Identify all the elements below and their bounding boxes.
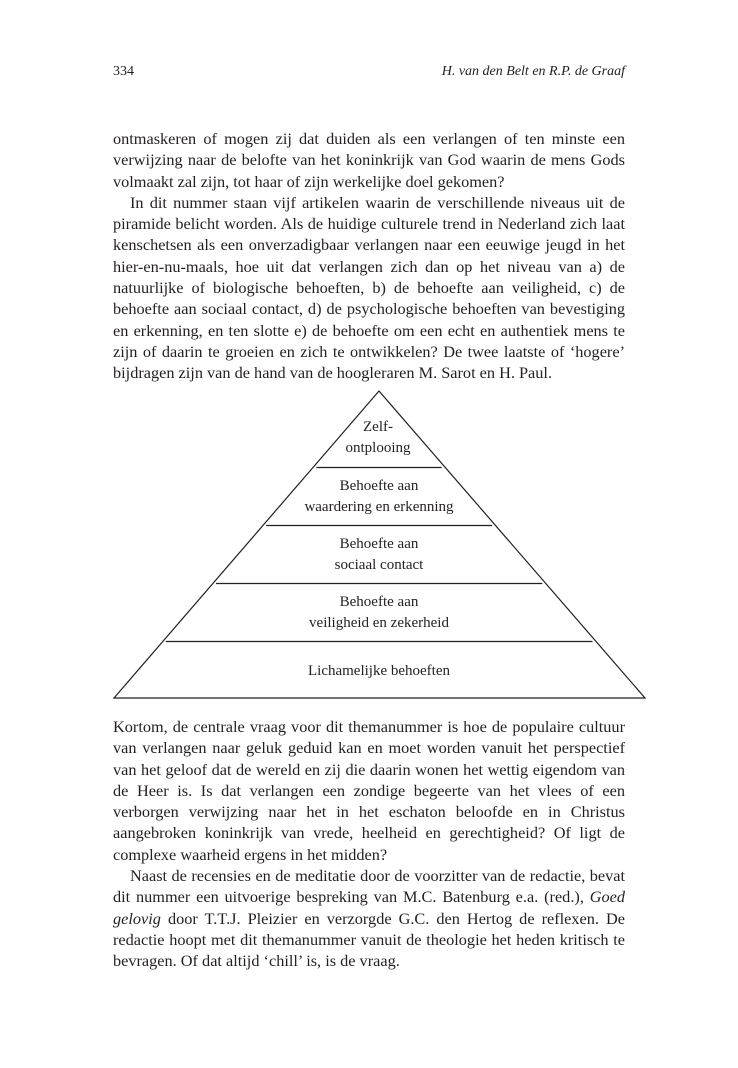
pyramid-level-esteem (304, 476, 453, 518)
maslow-pyramid-diagram (110, 388, 650, 703)
level-line: ontplooing (345, 440, 411, 456)
body-text-top (113, 128, 625, 384)
paragraph-text: Naast de recensies en de meditatie door de voorzitter van de redactie, bevat dit nummer een uitvoerige bespreking van M.C. Batenburg e.a. (red.), (113, 866, 625, 907)
pyramid-level-self-actualization (345, 417, 410, 459)
paragraph: In dit nummer staan vijf artikelen waarin de verschillende niveaus uit de piramide belicht worden. Als de huidige culturele trend in Nederland zich laat kenschetsen als een onverzadigbaar verlangen naar een eeuwige jeugd in het hier-en-nu-maals, hoe uit dat verlangen zich dan op het niveau van a) de natuurlijke of biologische behoeften, b) de behoefte aan veiligheid, c) de behoefte aan sociaal contact, d) de psychologische behoeften van bevestiging en erkenning, en ten slotte e) de behoefte om een echt en authentiek mens te zijn of daarin te groeien en zich te ontwikkelen? De twee laatste of ‘hogere’ bijdragen zijn van de hand van de hoogleraren M. Sarot en H. Paul. (113, 192, 625, 383)
paragraph (113, 865, 625, 971)
pyramid-level-social (335, 534, 424, 576)
page-header (113, 64, 625, 84)
book-title: Goed gelovig (113, 887, 625, 928)
level-line: Behoefte aan (339, 478, 419, 494)
paragraph: Kortom, de centrale vraag voor dit themanummer is hoe de populaire cultuur van verlangen naar geluk geduid kan en moet worden vanuit het perspectief van het geloof dat de wereld en zij die daarin wonen het wettig eigendom van de Heer is. Is dat verlangen een zondige begeerte van het vlees of een verborgen verwijzing naar het in het eschaton beloofde en in Christus aangebroken koninkrijk van vrede, heelheid en gerechtigheid? Of ligt de complexe waarheid ergens in het midden? (113, 717, 625, 864)
level-line: Behoefte aan (339, 536, 419, 552)
level-line: sociaal contact (334, 557, 424, 573)
level-line: Lichamelijke behoeften (307, 663, 451, 679)
pyramid-level-safety (309, 592, 449, 634)
paragraph: ontmaskeren of mogen zij dat duiden als een verlangen of ten minste een verwijzing naar de belofte van het koninkrijk van God waarin de mens Gods volmaakt zal zijn, tot haar of zijn werkelijke doel gekomen? (113, 129, 625, 191)
page-number: 334 (113, 64, 134, 79)
body-text-bottom (113, 716, 625, 972)
pyramid-level-physiological (308, 661, 450, 682)
level-line: Zelf- (363, 419, 393, 435)
level-line: veiligheid en zekerheid (309, 615, 449, 631)
running-head: H. van den Belt en R.P. de Graaf (441, 64, 625, 79)
paragraph-text: door T.T.J. Pleizier en verzorgde G.C. den Hertog de reflexen. De redactie hoopt met dit themanummer vanuit de theologie het heden kritisch te bevragen. Of dat altijd ‘chill’ is, is de vraag. (113, 908, 625, 971)
level-line: waardering en erkenning (304, 499, 454, 515)
level-line: Behoefte aan (339, 594, 419, 610)
